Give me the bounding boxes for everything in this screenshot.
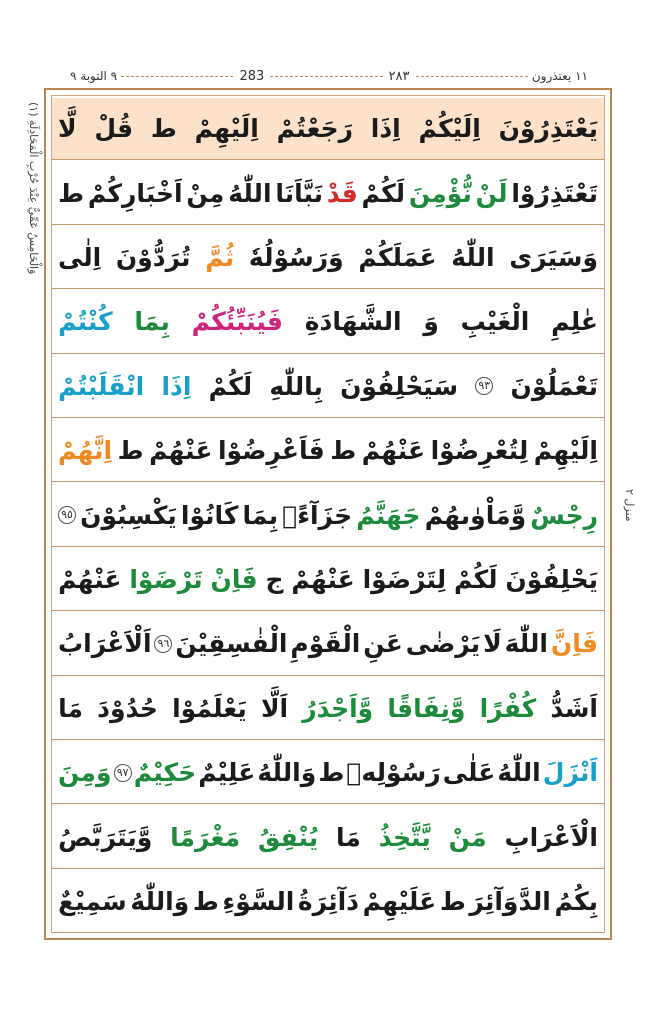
word: اِلَيْهِمْ [194,114,259,144]
text-frame [44,88,612,940]
word: ط [150,114,177,144]
word: انْقَلَبْتُمْ [58,371,145,401]
word: حَكِيْمٌ [133,758,197,788]
word: رَجَعْتُمْ [276,114,353,144]
header-rule-left [121,76,233,77]
word: رَسُوْلِهٖ [346,758,441,788]
word: اِلَيْهِمْ [533,436,598,466]
word: اِنَّهُمْ [58,436,113,466]
word: مِنْ [186,178,225,208]
word: عَنْهُمْ [291,564,355,594]
verse-line-3 [52,227,604,289]
verse-line-2 [52,162,604,224]
word: اللّٰهُ [228,178,272,208]
word: ط [318,758,345,788]
word: ط [192,886,219,916]
word: وَّنِفَاقًا [387,693,466,723]
word: تَعْتَذِرُوْا [511,178,598,208]
verse-line-7 [52,484,604,546]
word: فَاِنْ [210,564,258,594]
verse-line-9 [52,613,604,675]
word: اَلْاَعْرَابُ [58,629,152,659]
word: دَآئِرَةُ [297,886,359,916]
word: اَشَدُّ [550,693,598,723]
word: يُنْفِقُ [258,822,319,852]
word: اِذَا [370,114,401,144]
word: لِتُعْرِضُوْا [430,436,529,466]
word: اللّٰهُ [497,758,541,788]
verse-line-4 [52,291,604,353]
word: ج [265,564,284,594]
header-rule-right [416,76,528,77]
word: وَمِنَ [58,758,112,788]
word: مَا [58,693,83,723]
word: الْقَوْمِ [290,629,361,659]
word: يَحْلِفُوْنَ [505,564,598,594]
word: رِجْسٌ [530,500,598,530]
word: سَمِيْعٌ [58,886,127,916]
word: ط [117,436,144,466]
word: سَيَحْلِفُوْنَ [340,371,459,401]
word: لِتَرْضَوْا [362,564,447,594]
verse-line-6 [52,420,604,482]
word: وَاللّٰهُ [257,758,317,788]
word: الدَّوَآئِرَ [469,886,551,916]
word: ط [58,178,85,208]
word: قَدْ [326,178,358,208]
word: مَغْرَمًا [170,822,241,852]
word: فَاَعْرِضُوْا [217,436,325,466]
surah-label: ٩ التوبة ٩ [70,69,118,83]
word: عٰلِمِ [551,307,598,337]
word: اللّٰهُ [451,242,495,272]
word: اَلَّا [260,693,289,723]
word: تَرْضَوْا [129,564,203,594]
word: كُنْتُمْ [58,307,113,337]
word: اَنْزَلَ [542,758,598,788]
word: لَنْ [475,178,508,208]
ayah-marker: ٩٣ [475,377,493,395]
word: عَنْهُمْ [361,436,426,466]
ayah-marker: ٩٦ [154,635,172,653]
verse-line-1 [52,98,604,160]
margin-note-left: (١) وَالْخَامِسُ عَمِّيٌّ عِنْدَ حُرْبِ الْمَجَادِلَةِ [27,101,40,275]
word: مَا [335,822,361,852]
verse-line-10 [52,678,604,740]
word: لَا [483,629,502,659]
word: يَعْتَذِرُوْنَ [498,114,598,144]
word: اللّٰهَ [504,629,548,659]
word: لَكُمْ [454,564,498,594]
word: فَيُنَبِّئُكُمْ [191,307,283,337]
word: عَنْهُمْ [149,436,213,466]
word: قُلْ [94,114,134,144]
page-number: 283 [239,68,265,84]
manzil-label: منزل ٢ [623,488,636,522]
verse-line-11 [52,742,604,804]
word: يَرْضٰى [405,629,481,659]
word: جَهَنَّمُ [356,500,421,530]
word: لَكُمْ [208,371,253,401]
word: بِمَا [242,500,279,530]
word: ط [330,436,357,466]
word: اِلَيْكُمْ [418,114,481,144]
word: ط [439,886,466,916]
word: تَعْمَلُوْنَ [510,371,598,401]
word: وَّاَجْدَرُ [302,693,374,723]
verse-line-8 [52,549,604,611]
word: عَمَلَكُمْ [358,242,437,272]
ayah-marker: ٩٧ [114,764,132,782]
word: ثُمَّ [205,242,235,272]
header-rule-middle [270,76,382,77]
word: بِمَا [134,307,170,337]
word: كَانُوْا [180,500,239,530]
word: يَكْسِبُوْنَ [80,500,177,530]
word: بِكُمُ [554,886,598,916]
word: لَّا [58,114,77,144]
word: وَّيَتَرَبَّصُ [58,822,153,852]
word: عَلَيْهِمْ [362,886,437,916]
word: الْاَعْرَابِ [504,822,598,852]
word: الشَّهَادَةِ [304,307,402,337]
word: يَّتَّخِذُ [378,822,431,852]
word: عَنْهُمْ [58,564,122,594]
word: وَسَيَرَى [509,242,598,272]
word: اِلٰى [58,242,102,272]
word: اَخْبَارِكُمْ [87,178,183,208]
word: جَزَآءًۢ [282,500,353,530]
word: لَكُمْ [361,178,406,208]
word: الْغَيْبِ [460,307,530,337]
word: فَاِنَّ [550,629,598,659]
page-number-arabic: ٢٨٣ [388,68,410,84]
word: الْفٰسِقِيْنَ [175,629,288,659]
word: نُّؤْمِنَ [408,178,472,208]
word: عَنِ [363,629,403,659]
juz-label: ١١ يعتذرون [531,69,588,83]
word: مَنْ [448,822,487,852]
word: اِذَا [161,371,192,401]
word: السَّوْءِ [222,886,295,916]
word: وَّمَاْوٰىهُمْ [424,500,527,530]
word: عَلٰى [442,758,496,788]
verse-line-13 [52,871,604,933]
word: يَعْلَمُوْا [172,693,247,723]
word: تُرَدُّوْنَ [115,242,191,272]
word: حُدُوْدَ [97,693,158,723]
verse-line-12 [52,806,604,868]
word: وَرَسُوْلُهٗ [248,242,344,272]
word: عَلِيْمٌ [198,758,256,788]
word: كُفْرًا [479,693,537,723]
page-header [70,64,588,88]
verse-line-5 [52,356,604,418]
word: بِاللّٰهِ [269,371,323,401]
word: وَ [423,307,439,337]
word: نَبَّاَنَا [275,178,324,208]
ayah-marker: ٩٥ [58,506,76,524]
word: وَاللّٰهُ [130,886,190,916]
